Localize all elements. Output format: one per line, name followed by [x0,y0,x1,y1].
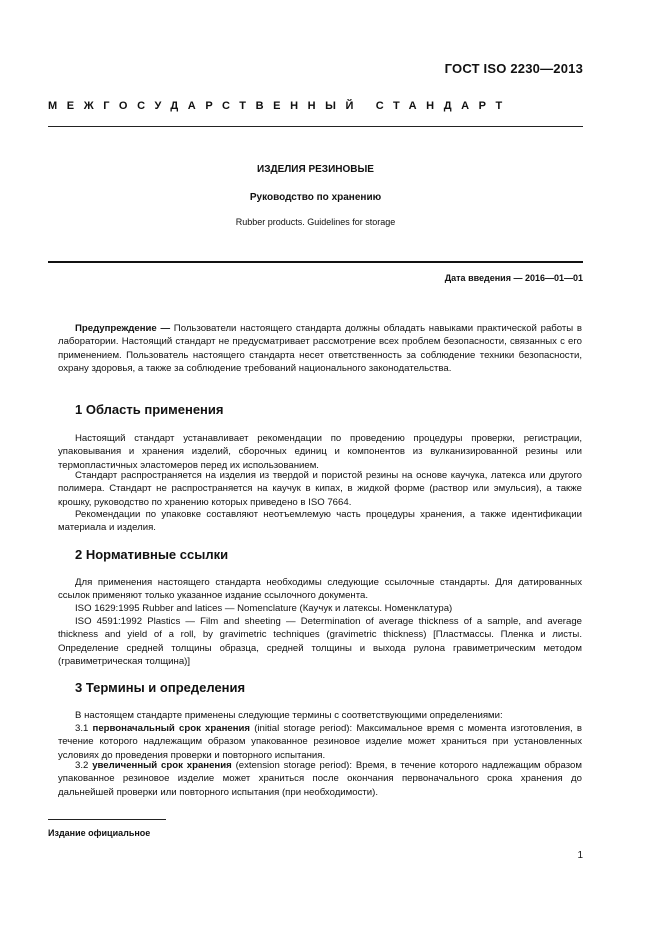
section-1-text: Рекомендации по упаковке составляют неотъемлемую часть процедуры хранения, а также идентификации материала и изделия. [58,509,582,534]
term-number: 3.1 [75,723,93,734]
document-title: ИЗДЕЛИЯ РЕЗИНОВЫЕ [257,164,374,175]
standard-code: ГОСТ ISO 2230—2013 [444,61,583,76]
term-definition: (extension storage period): Время, в течение которого надлежащим образом упакованное резиновое изделие может храниться после окончания первоначального срока хранения до дальнейшей проверки или повторного испытания (при необходимости). [58,760,582,798]
term-name: первоначальный срок хранения [92,723,251,734]
header-divider [48,126,583,127]
section-2-text: Для применения настоящего стандарта необходимы следующие ссылочные стандарты. Для датированных ссылок применяют только указанное издание ссылочного документа. [58,577,582,602]
standard-category: МЕЖГОСУДАРСТВЕННЫЙ СТАНДАРТ [48,100,512,112]
section-1-text: Стандарт распространяется на изделия из твердой и пористой резины на основе каучука, латекса или другого полимера. Стандарт не распространяется на каучук в кипах, в жидкой форме (раствор или эмульсия), а также крошку, руководство по хранению которых приведено в ISO 7664. [58,470,582,508]
section-1-paragraph [58,469,582,509]
warning-text: Пользователи настоящего стандарта должны обладать навыками практической работы в лаборатории. Настоящий стандарт не предусматривает рассмотрение всех проблем безопасности, связанных с его применением. Пользователь настоящего стандарта несет ответственность за соблюдение техники безопасности, охрану здоровья, а также за соблюдение требований национального законодательства. [58,323,583,375]
english-title: Rubber products. Guidelines for storage [235,217,396,227]
term-definition: (initial storage period): Максимальное время с момента изготовления, в течение которого надлежащим образом упакованное резиновое изделие может храниться при установленных условиях до проведения проверки и повторного испытания. [58,723,583,761]
footer-divider [48,819,166,820]
reference-iso-1629: ISO 1629:1995 Rubber and latices — Nomenclature (Каучук и латексы. Номенклатура) [75,603,453,614]
term-name: увеличенный срок хранения [92,760,232,771]
section-3-heading: 3 Термины и определения [75,680,246,695]
section-2-paragraph [58,576,582,603]
section-1-heading: 1 Область применения [75,402,224,417]
section-3-text: В настоящем стандарте применены следующие термины с соответствующими определениями: [75,710,503,721]
warning-lead: Предупреждение — [75,323,171,334]
term-3-2 [58,759,582,799]
term-3-1 [58,722,582,762]
introduction-date: Дата введения — 2016—01—01 [444,273,583,283]
section-1-paragraph [58,508,582,535]
section-1-paragraph [58,432,582,472]
section-3-paragraph [58,709,582,722]
section-2-heading: 2 Нормативные ссылки [75,547,229,562]
section-2-reference [58,602,582,615]
title-divider [48,261,583,263]
term-number: 3.2 [75,760,93,771]
section-2-reference [58,615,582,669]
warning-paragraph [58,322,582,376]
reference-iso-4591: ISO 4591:1992 Plastics — Film and sheeting — Determination of average thickness of a sample, and average thickness and yield of a roll, by gravimetric techniques (gravimetric thickness) [Пластмассы. Пленка и листы. Определение средней толщины образца, средней толщины и выхода рулона гравиметрическим методом (гравиметрическая толщина)] [58,616,582,668]
section-1-text: Настоящий стандарт устанавливает рекомендации по проведению процедуры проверки, регистрации, упаковывания и хранения изделий, сборочных единиц и компонентов из вулканизированной резины или термопластичных эластомеров перед их использованием. [58,433,582,471]
document-subtitle: Руководство по хранению [249,192,382,203]
edition-label: Издание официальное [48,828,151,838]
page-number: 1 [577,850,583,861]
